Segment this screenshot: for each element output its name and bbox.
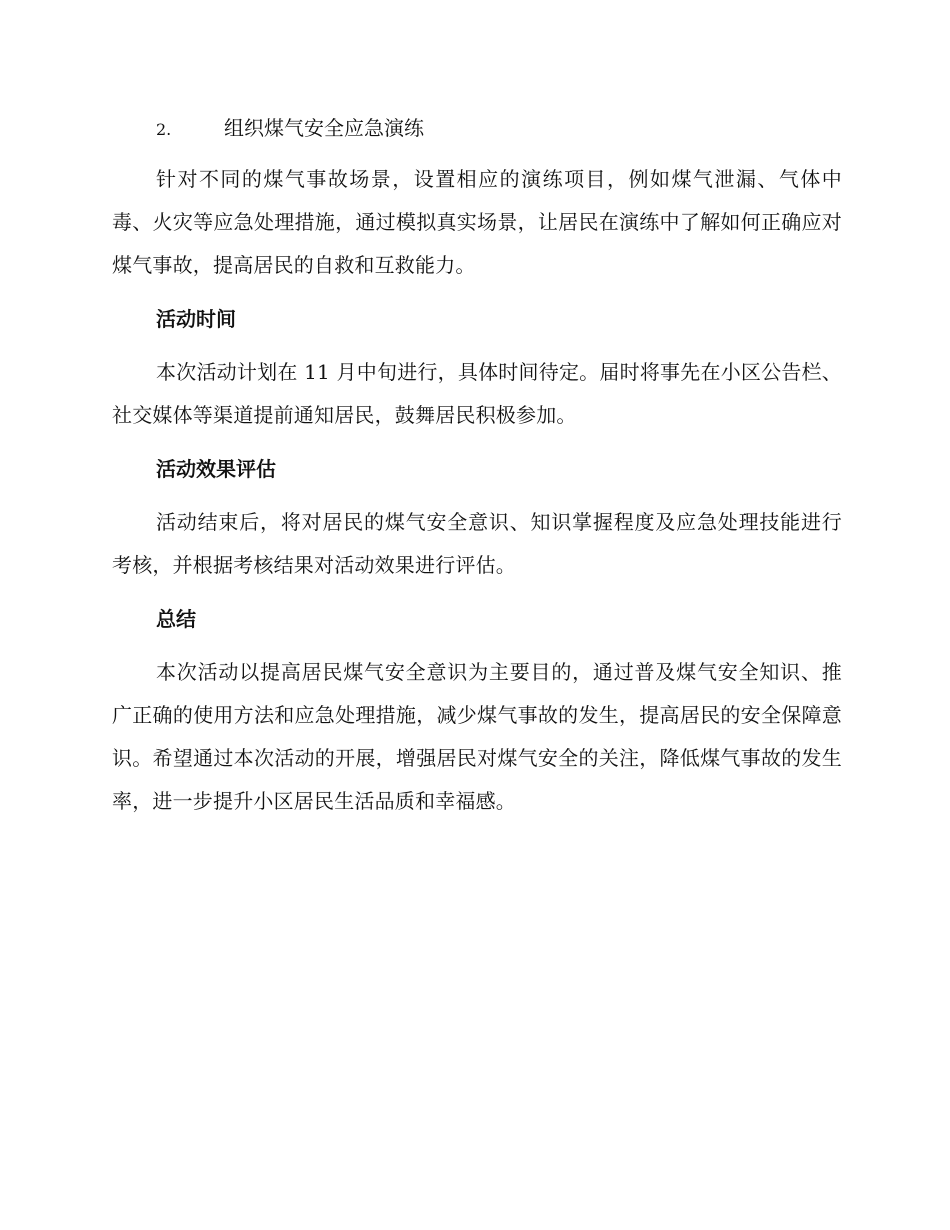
paragraph-effect-evaluation: 活动结束后，将对居民的煤气安全意识、知识掌握程度及应急处理技能进行考核，并根据考核结果对活动效果进行评估。	[112, 510, 842, 577]
paragraph-summary: 本次活动以提高居民煤气安全意识为主要目的，通过普及煤气安全知识、推广正确的使用方法和应急处理措施，减少煤气事故的发生，提高居民的安全保障意识。希望通过本次活动的开展，增强居民对煤气安全的关注，降低煤气事故的发生率，进一步提升小区居民生活品质和幸福感。	[112, 660, 842, 813]
paragraph-activity-time: 本次活动计划在 11 月中旬进行，具体时间待定。届时将事先在小区公告栏、社交媒体等渠道提前通知居民，鼓舞居民积极参加。	[112, 360, 842, 427]
document-body	[112, 110, 842, 837]
numbered-list-item	[112, 110, 842, 148]
list-item-text: 组织煤气安全应急演练	[224, 116, 424, 140]
list-item-number: 2.	[156, 120, 172, 139]
heading-effect-evaluation: 活动效果评估	[156, 457, 276, 481]
heading-summary: 总结	[156, 607, 196, 631]
paragraph-drill-description: 针对不同的煤气事故场景，设置相应的演练项目，例如煤气泄漏、气体中毒、火灾等应急处理措施，通过模拟真实场景，让居民在演练中了解如何正确应对煤气事故，提高居民的自救和互救能力。	[112, 167, 842, 277]
heading-activity-time: 活动时间	[156, 307, 236, 331]
